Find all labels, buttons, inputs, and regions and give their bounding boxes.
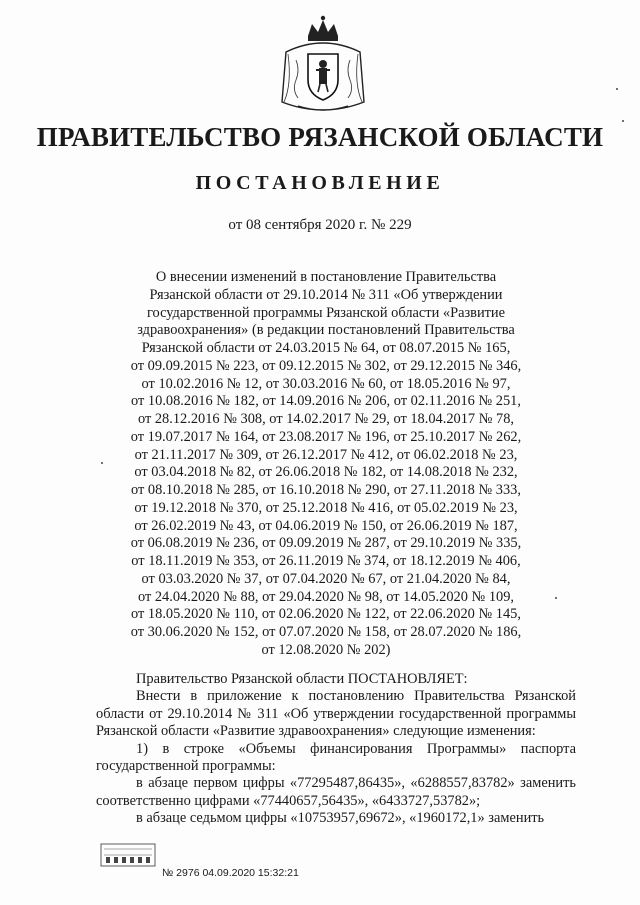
registration-number: № 2976 04.09.2020 15:32:21	[162, 867, 299, 879]
scan-speck	[101, 462, 103, 464]
document-type: ПОСТАНОВЛЕНИЕ	[195, 172, 445, 194]
subject-line: от 21.11.2017 № 309, от 26.12.2017 № 412, от 06.02.2018 № 23,	[134, 446, 518, 463]
subject-line: от 28.12.2016 № 308, от 14.02.2017 № 29, от 18.04.2017 № 78,	[137, 411, 515, 427]
scan-speck	[622, 120, 624, 122]
subject-line: от 06.08.2019 № 236, от 09.09.2019 № 287, от 29.10.2019 № 335,	[130, 535, 522, 552]
intro-paragraph: Внести в приложение к постановлению Правительства Рязанской области от 29.10.2014 № 311 «Об утверждении государственной программы Рязанской области «Развитие здравоохранения» следующие изменения:	[96, 688, 576, 740]
scan-speck	[616, 88, 618, 90]
document-body	[96, 671, 576, 828]
subject-line: от 08.10.2018 № 285, от 16.10.2018 № 290, от 27.11.2018 № 333,	[131, 482, 521, 498]
seventh-subparagraph: в абзаце седьмом цифры «10753957,69672», «1960172,1» заменить	[136, 810, 545, 827]
government-title: ПРАВИТЕЛЬСТВО РЯЗАНСКОЙ ОБЛАСТИ	[36, 122, 604, 152]
registration-stamp-icon	[100, 843, 156, 867]
subject-line: от 03.03.2020 № 37, от 07.04.2020 № 67, от 21.04.2020 № 84,	[141, 570, 511, 587]
subject-line: от 19.12.2018 № 370, от 25.12.2018 № 416, от 05.02.2019 № 23,	[134, 499, 518, 516]
item-1-paragraph: 1) в строке «Объемы финансирования Программы» паспорта государственной программы:	[96, 740, 576, 775]
subject-line: Рязанской области от 29.10.2014 № 311 «Об утверждении	[149, 286, 503, 303]
subject-line: государственной программы Рязанской области «Развитие	[146, 304, 506, 321]
subject-line: Рязанской области от 24.03.2015 № 64, от 08.07.2015 № 165,	[141, 340, 511, 356]
decree-statement: Правительство Рязанской области ПОСТАНОВЛЯЕТ:	[136, 671, 468, 687]
subject-line: от 19.07.2017 № 164, от 23.08.2017 № 196, от 25.10.2017 № 262,	[130, 428, 522, 445]
subject-line: от 03.04.2018 № 82, от 26.06.2018 № 182, от 14.08.2018 № 232,	[134, 464, 518, 481]
subject-line: от 10.08.2016 № 182, от 14.09.2016 № 206, от 02.11.2016 № 251,	[131, 393, 521, 410]
subject-line: от 24.04.2020 № 88, от 29.04.2020 № 98, от 14.05.2020 № 109,	[137, 588, 515, 605]
document-date-number: от 08 сентября 2020 г. № 229	[228, 217, 412, 233]
first-subparagraph: в абзаце первом цифры «77295487,86435», «6288557,83782» заменить соответственно цифрами «77440657,56435», «6433727,53782»;	[96, 775, 576, 809]
subject-line: здравоохранения» (в редакции постановлений Правительства	[137, 322, 515, 339]
subject-line: от 10.02.2016 № 12, от 30.03.2016 № 60, от 18.05.2016 № 97,	[141, 375, 511, 392]
subject-line: от 30.06.2020 № 152, от 07.07.2020 № 158, от 28.07.2020 № 186,	[130, 624, 522, 640]
subject-line: от 26.02.2019 № 43, от 04.06.2019 № 150, от 26.06.2019 № 187,	[134, 517, 518, 534]
subject-line: от 18.11.2019 № 353, от 26.11.2019 № 374, от 18.12.2019 № 406,	[131, 553, 521, 569]
subject-line: О внесении изменений в постановление Правительства	[155, 269, 497, 285]
scan-speck	[555, 597, 557, 599]
subject-line: от 18.05.2020 № 110, от 02.06.2020 № 122, от 22.06.2020 № 145,	[131, 606, 521, 623]
subject-line: от 12.08.2020 № 202)	[261, 641, 391, 658]
subject-line: от 09.09.2015 № 223, от 09.12.2015 № 302, от 29.12.2015 № 346,	[130, 357, 522, 374]
coat-of-arms-emblem	[278, 14, 368, 116]
document-subject	[100, 269, 552, 660]
